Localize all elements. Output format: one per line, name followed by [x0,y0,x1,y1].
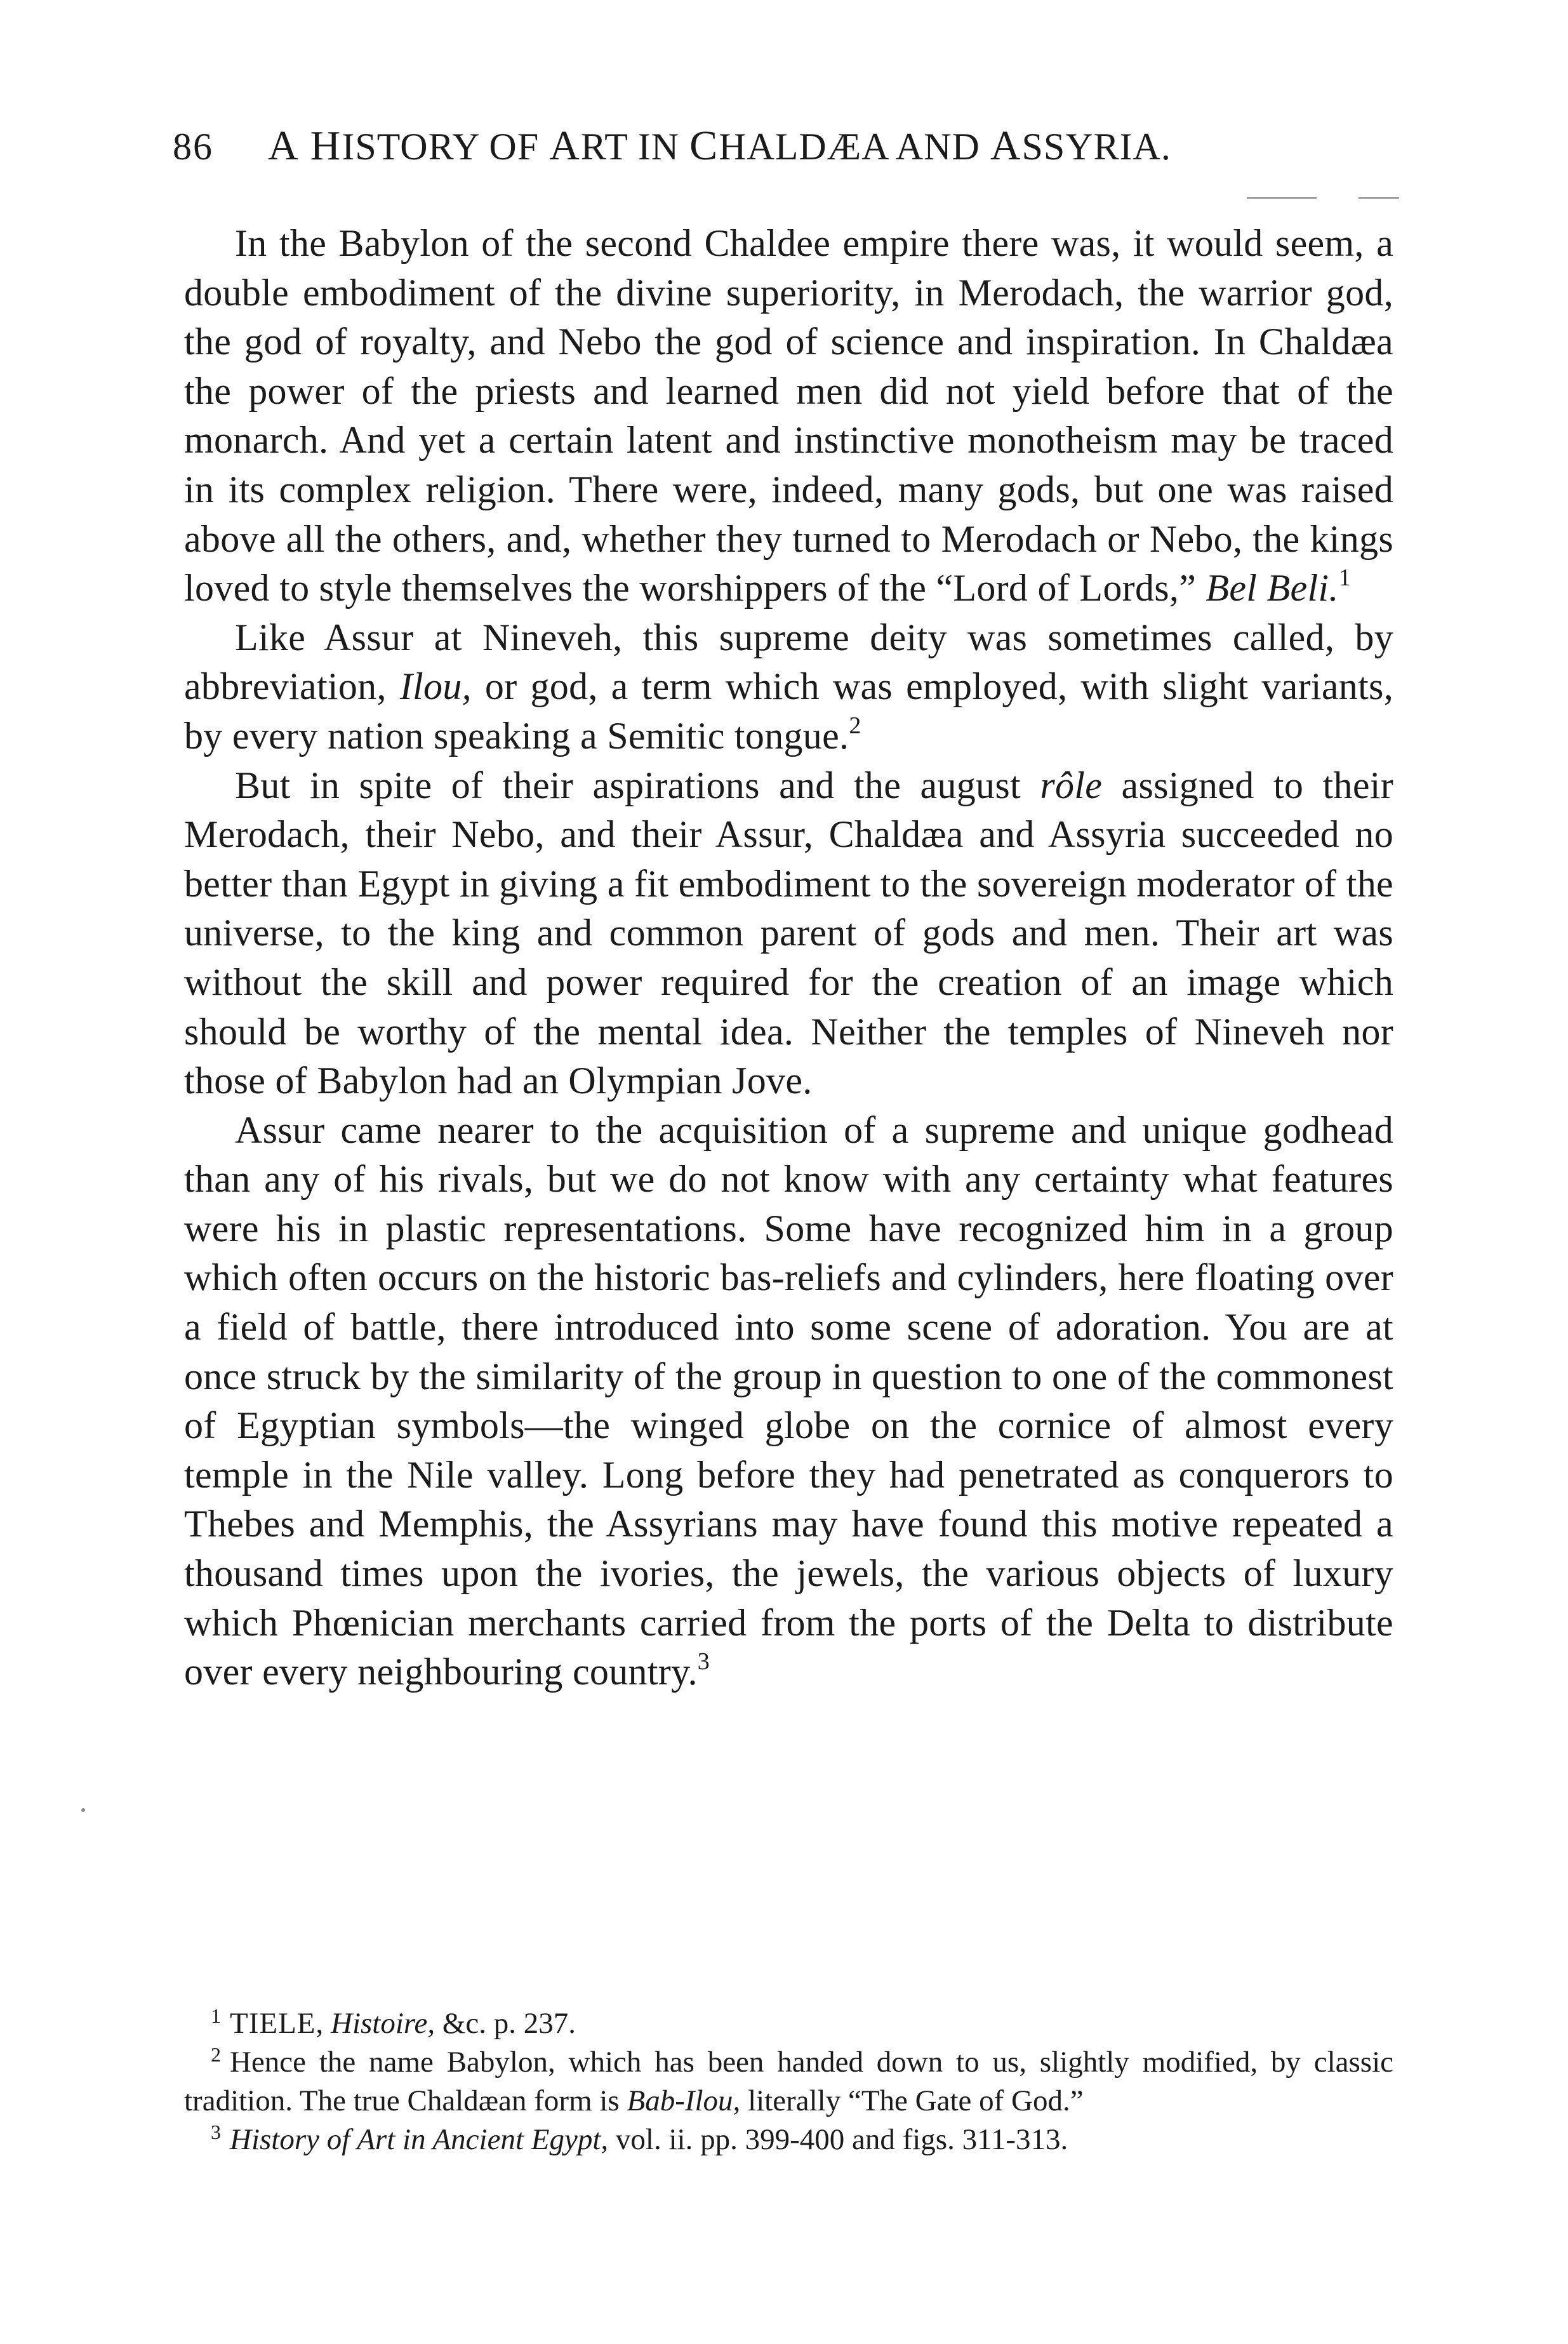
italic-text: Histoire, [331,2007,435,2040]
paragraph [184,1106,1393,1697]
footnote-text: , [316,2007,331,2040]
paragraph-text: assigned to their Merodach, their Nebo, and their Assur, Chaldæa and Assyria succeeded no better than Egypt in giving a fit embodiment to the sovereign moderator of the universe, to the king and common parent of gods and men. Their art was without the skill and power required for the creation of an image which should be worthy of the mental idea. Neither the temples of Nineveh nor those of Babylon had an Olympian Jove. [184,764,1393,1102]
italic-text: rôle [1040,764,1103,806]
running-head-title: HALDÆA AND [719,126,990,168]
running-head-title: A [268,123,300,169]
paragraph-text: In the Babylon of the second Chaldee empire there was, it would seem, a double embodiment of the divine superiority, in Merodach, the warrior god, the god of royalty, and Nebo the god of science and inspiration. In Chaldæa the power of the priests and learned men did not yield before that of the monarch. And yet a certain latent and instinctive monotheism may be traced in its complex religion. There were, indeed, many gods, but one was raised above all the others, and, whether they turned to Merodach or Nebo, the kings loved to style themselves the worshippers of the “Lord of Lords,” [184,222,1393,609]
running-head-title: RT IN [580,126,690,168]
body-text [184,219,1393,1697]
footnote [184,2043,1393,2121]
footnote-author: TIELE [230,2007,316,2040]
paragraph [184,219,1393,613]
italic-text: Bab-Ilou, [627,2084,741,2117]
running-head [173,121,1398,171]
paragraph-text: Like Assur at Nineveh, this supreme deity was sometimes called, by abbreviation, [184,616,1393,708]
footnote-text: vol. ii. pp. 399-400 and figs. 311-313. [608,2123,1068,2156]
running-head-title: A [990,123,1022,169]
paragraph [184,761,1393,1106]
italic-text: History of Art in Ancient Egypt, [230,2123,609,2156]
footnotes [184,2004,1393,2159]
running-head-title: A [549,123,581,169]
header-rule [1247,197,1317,199]
footnote-text: literally “The Gate of God.” [740,2084,1084,2117]
footnote-mark: 2 [211,2043,221,2066]
paragraph-text: But in spite of their aspirations and the august [235,764,1040,806]
header-rule [1359,197,1399,199]
footnote-mark: 3 [211,2121,221,2143]
page-number: 86 [173,126,213,168]
paragraph-text: or god, a term which was employed, with slight variants, by every nation speaking a Semitic tongue. [184,665,1393,757]
footnote-text: Hence the name Babylon, which has been handed down to us, slightly modified, by classic tradition. The true Chaldæan form is [184,2046,1393,2117]
footnote-text: &c. p. 237. [435,2007,576,2040]
footnote [184,2121,1393,2159]
paragraph-text: Assur came nearer to the acquisition of a supreme and unique godhead than any of his rivals, but we do not know with any certainty what features were his in plastic representations. Some have recognized him in a group which often occurs on the historic bas-reliefs and cylinders, here floating over a field of battle, there introduced into some scene of adoration. You are at once struck by the similarity of the group in question to one of the commonest of Egyptian symbols—the winged globe on the cornice of almost every temple in the Nile valley. Long before they had penetrated as conquerors to Thebes and Memphis, the Assyrians may have found this motive repeated a thousand times upon the ivories, the jewels, the various objects of luxury which Phœnician merchants carried from the ports of the Delta to distribute over every neighbouring country. [184,1109,1393,1693]
footnote-reference: 2 [849,712,861,739]
running-head-title: H [310,123,342,169]
footnote [184,2004,1393,2043]
footnote-mark: 1 [211,2004,221,2027]
italic-text: Bel Beli. [1206,567,1339,609]
running-head-title: C [689,123,719,169]
margin-speck [81,1808,85,1812]
paragraph [184,613,1393,761]
running-head-title: ISTORY OF [342,126,550,168]
running-head-title: SSYRIA. [1021,126,1171,168]
footnote-reference: 1 [1338,564,1352,592]
italic-text: Ilou, [399,665,472,708]
footnote-reference: 3 [697,1648,710,1675]
